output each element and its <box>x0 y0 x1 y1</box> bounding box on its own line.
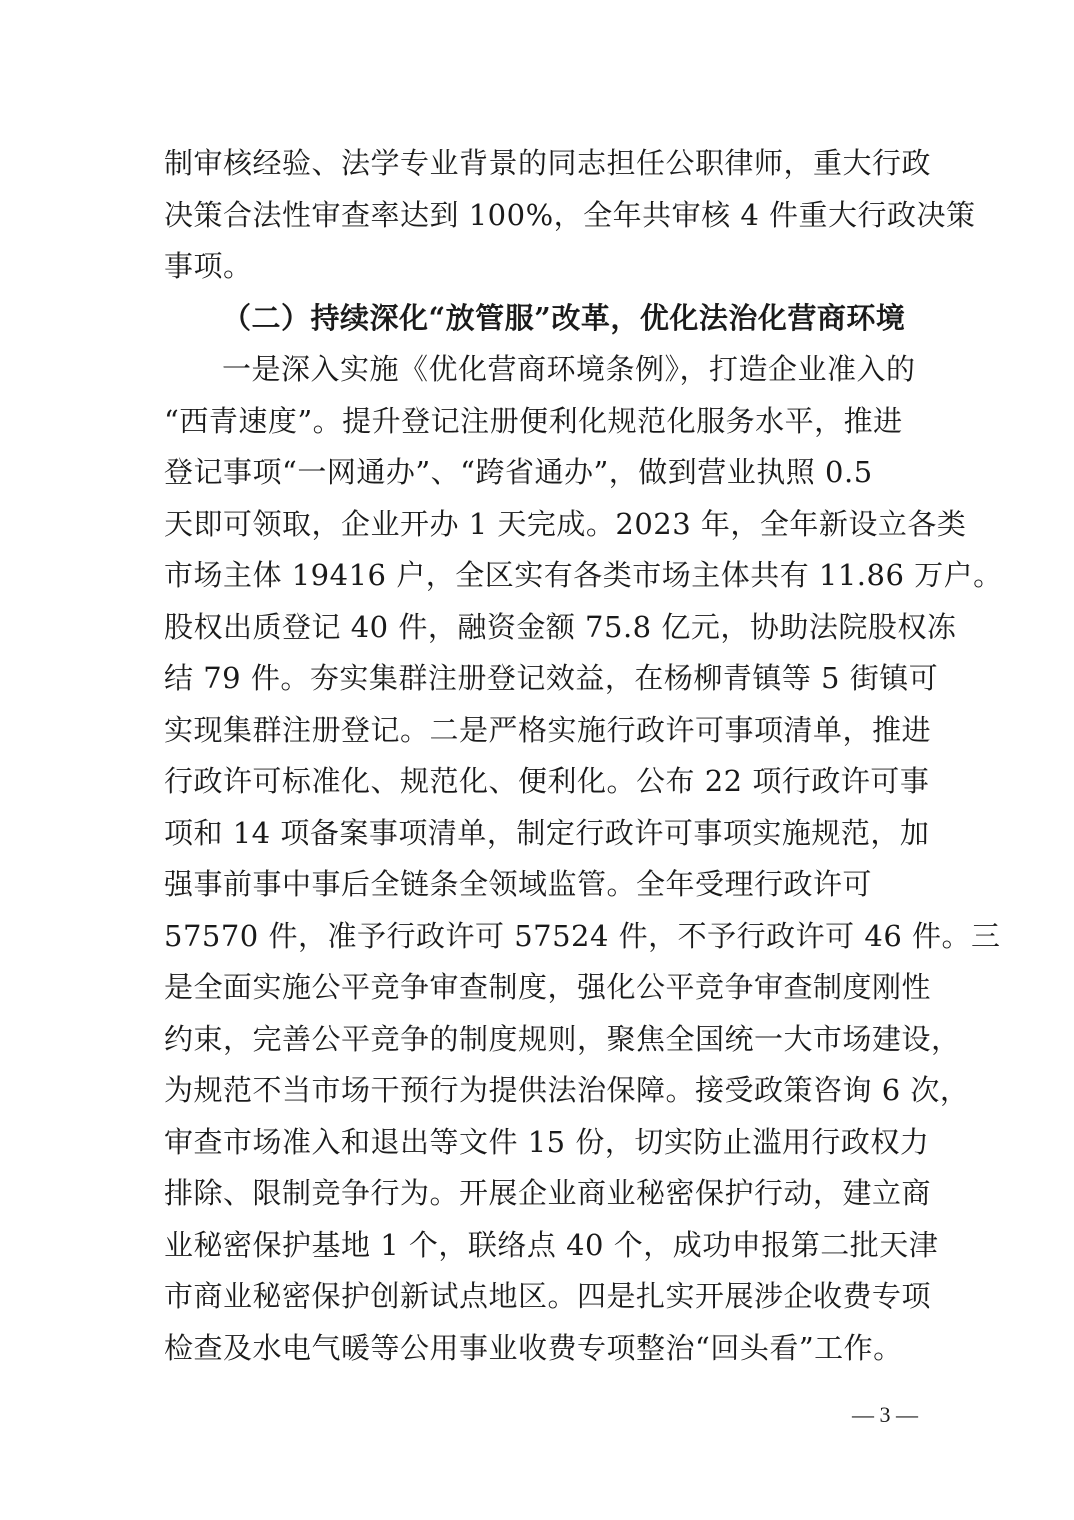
text-line: 业秘密保护基地 1 个，联络点 40 个，成功申报第二批天津 <box>164 1227 939 1262</box>
text-line: 为规范不当市场干预行为提供法治保障。接受政策咨询 6 次， <box>164 1073 970 1107</box>
text-line: 决策合法性审查率达到 100%，全年共审核 4 件重大行政决策 <box>164 197 976 232</box>
paragraph-first-line: 一是深入实施《优化营商环境条例》，打造企业准入的 <box>222 352 916 386</box>
text-line: 约束，完善公平竞争的制度规则，聚焦全国统一大市场建设， <box>164 1021 961 1056</box>
text-line: 股权出质登记 40 件，融资金额 75.8 亿元，协助法院股权冻 <box>164 609 957 644</box>
text-line: 制审核经验、法学专业背景的同志担任公职律师，重大行政 <box>164 146 932 180</box>
text-line: 登记事项“一网通办”、“跨省通办”，做到营业执照 0.5 <box>164 455 873 489</box>
text-line: “西青速度”。提升登记注册便利化规范化服务水平，推进 <box>164 403 903 438</box>
section-heading: （二）持续深化“放管服”改革，优化法治化营商环境 <box>222 300 906 335</box>
text-line: 行政许可标准化、规范化、便利化。公布 22 项行政许可事 <box>164 764 930 798</box>
body-text <box>164 138 1003 1374</box>
text-line: 审查市场准入和退出等文件 15 份，切实防止滥用行政权力 <box>164 1124 930 1159</box>
text-line: 事项。 <box>164 249 253 283</box>
text-line: 检查及水电气暖等公用事业收费专项整治“回头看”工作。 <box>164 1330 903 1365</box>
text-line: 57570 件，准予行政许可 57524 件，不予行政许可 46 件。三 <box>164 918 1001 953</box>
text-line: 实现集群注册登记。二是严格实施行政许可事项清单，推进 <box>164 712 932 747</box>
text-line: 市场主体 19416 户，全区实有各类市场主体共有 11.86 万户。 <box>164 558 1003 592</box>
page-number: — 3 — <box>852 1402 918 1427</box>
text-line: 市商业秘密保护创新试点地区。四是扎实开展涉企收费专项 <box>164 1279 932 1313</box>
text-line: 天即可领取，企业开办 1 天完成。2023 年，全年新设立各类 <box>164 506 967 541</box>
text-line: 结 79 件。夯实集群注册登记效益，在杨柳青镇等 5 街镇可 <box>164 661 939 695</box>
text-line: 强事前事中事后全链条全领域监管。全年受理行政许可 <box>164 867 873 901</box>
text-line: 是全面实施公平竞争审查制度，强化公平竞争审查制度刚性 <box>164 970 932 1004</box>
text-line: 排除、限制竞争行为。开展企业商业秘密保护行动，建立商 <box>164 1176 932 1210</box>
text-line: 项和 14 项备案事项清单，制定行政许可事项实施规范，加 <box>164 815 930 850</box>
